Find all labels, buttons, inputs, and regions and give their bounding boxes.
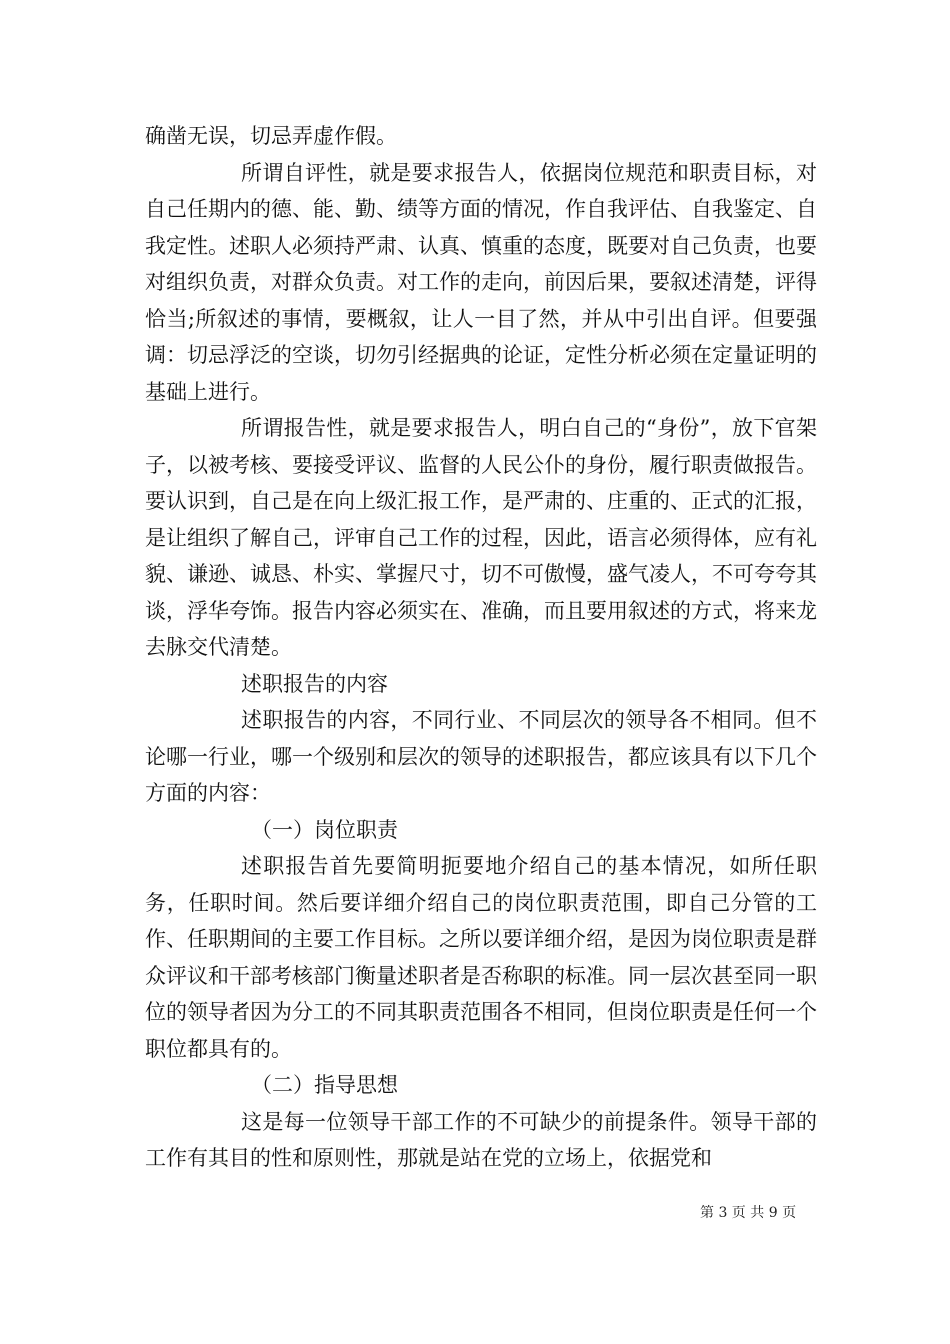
subheading-job-duties: （一）岗位职责 [251,817,398,842]
paragraph-guiding-ideology: 这是每一位领导干部工作的不可缺少的前提条件。领导干部的工作有其目的性和原则性，那就是站在党的立场上，依据党和 [145,1109,817,1170]
paragraph-continuation: 确凿无误，切忌弄虚作假。 [145,124,397,148]
page-number: 第 3 页 共 9 页 [700,1205,797,1221]
section-heading-content: 述职报告的内容 [241,671,388,696]
paragraph-content-intro: 述职报告的内容，不同行业、不同层次的领导各不相同。但不论哪一行业，哪一个级别和层次的领导的述职报告，都应该具有以下几个方面的内容： [145,708,817,805]
document-body [145,118,817,1177]
paragraph-self-evaluation: 所谓自评性，就是要求报告人，依据岗位规范和职责目标，对自己任期内的德、能、勤、绩等方面的情况，作自我评估、自我鉴定、自我定性。述职人必须持严肃、认真、慎重的态度，既要对自己负责，也要对组织负责，对群众负责。对工作的走向，前因后果，要叙述清楚，评得恰当;所叙述的事情，要概叙，让人一目了然，并从中引出自评。但要强调：切忌浮泛的空谈，切勿引经据典的论证，定性分析必须在定量证明的基础上进行。 [145,160,817,404]
paragraph-job-duties: 述职报告首先要简明扼要地介绍自己的基本情况，如所任职务，任职时间。然后要详细介绍自己的岗位职责范围，即自己分管的工作、任职期间的主要工作目标。之所以要详细介绍，是因为岗位职责是群众评议和干部考核部门衡量述职者是否称职的标准。同一层次甚至同一职位的领导者因为分工的不同其职责范围各不相同，但岗位职责是任何一个职位都具有的。 [145,854,817,1061]
subheading-guiding-ideology: （二）指导思想 [251,1073,398,1097]
paragraph-reporting: 所谓报告性，就是要求报告人，明白自己的“身份”，放下官架子，以被考核、要接受评议、监督的人民公仆的身份，履行职责做报告。要认识到，自己是在向上级汇报工作，是严肃的、庄重的、正式的汇报，是让组织了解自己，评审自己工作的过程，因此，语言必须得体，应有礼貌、谦逊、诚恳、朴实、掌握尺寸，切不可傲慢，盛气凌人，不可夸夸其谈，浮华夸饰。报告内容必须实在、准确，而且要用叙述的方式，将来龙去脉交代清楚。 [145,416,817,659]
